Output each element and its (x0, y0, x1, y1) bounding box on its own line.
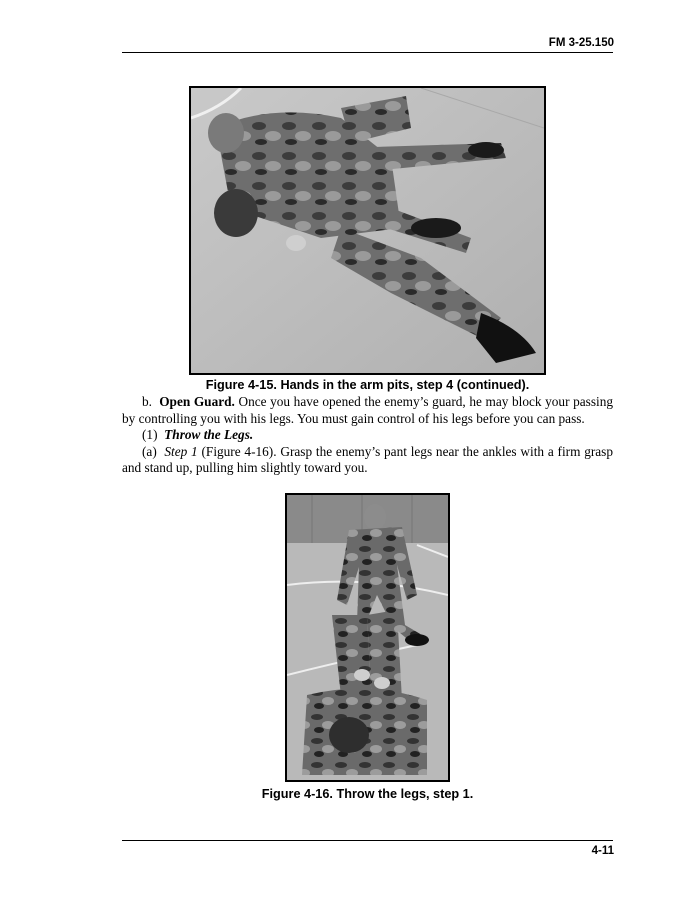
figure-4-16-photo (285, 493, 450, 782)
paragraph-open-guard (122, 394, 613, 427)
subsection-heading: Throw the Legs. (164, 427, 254, 442)
footer-rule (122, 840, 613, 841)
step-label: Step 1 (164, 443, 198, 459)
paragraph-step-1 (122, 444, 613, 477)
figure-4-16-caption: Figure 4-16. Throw the legs, step 1. (261, 787, 474, 801)
page-number: 4-11 (591, 845, 614, 857)
paragraph-text: Once you have opened the enemy’s guard, he may block your passing by controlling you with his legs. You must gain control of his legs before you can pass. (122, 394, 614, 426)
item-label: b. (142, 394, 152, 409)
figure-4-15-caption: Figure 4-15. Hands in the arm pits, step 4 (continued). (205, 378, 530, 392)
header-rule (122, 52, 613, 53)
running-header: FM 3-25.150 (548, 37, 614, 49)
item-label: (a) (142, 443, 157, 459)
paragraph-throw-legs (122, 427, 613, 444)
item-label: (1) (142, 427, 158, 442)
figure-4-15-photo (189, 86, 546, 375)
figure-4-16-illustration (287, 495, 448, 780)
figure-4-15-illustration (191, 88, 544, 373)
paragraph-text: (Figure 4-16). Grasp the enemy’s pant legs near the ankles with a firm grasp and stand up, pulling him slightly toward you. (122, 443, 614, 475)
section-heading: Open Guard. (159, 394, 235, 409)
body-text-block (122, 394, 613, 477)
